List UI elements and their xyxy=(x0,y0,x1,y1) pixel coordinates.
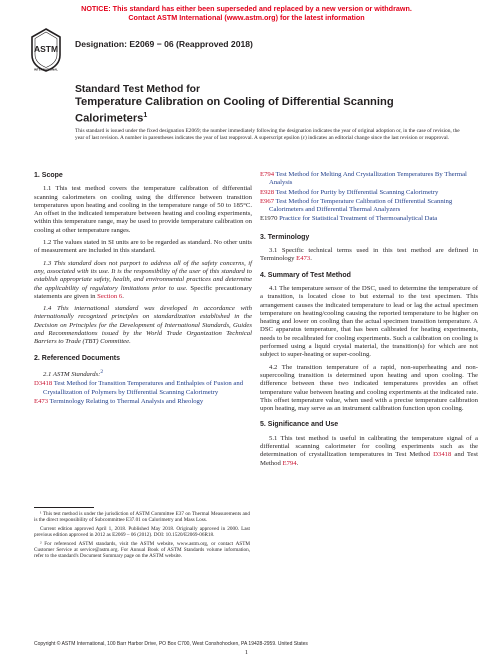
notice-line-2: Contact ASTM International (www.astm.org) for the latest information xyxy=(128,13,365,22)
astm-logo-icon xyxy=(30,28,62,72)
reference-title: Test Method for Transition Temperatures and Enthalpies of Fusion and Crystallization of Polymers by Differential Scanning Calorimetry xyxy=(43,380,244,396)
terminology-text: 3.1 Specific technical terms used in this test method are defined in Terminology xyxy=(260,247,478,263)
footnote-1-edition: Current edition approved April 1, 2018. Published May 2018. Originally approved in 2000. Last previous edition approved in 2012 as E2069 – 06 (2012). DOI: 10.1520/E2069-06R18. xyxy=(34,525,250,539)
e473-link[interactable]: E473 xyxy=(296,255,311,263)
terminology-heading: 3. Terminology xyxy=(260,233,310,241)
left-column xyxy=(34,172,252,407)
scope-para-3-italic: 1.3 This standard does not purport to address all of the safety concerns, if any, associated with its use. It is the responsibility of the user of this standard to establish appropriate safety, health, and environmental practices and determine the applicability of regulatory limitations prior to use. xyxy=(34,259,252,292)
page-number: 1 xyxy=(244,649,249,656)
scope-para-4: 1.4 This international standard was developed in accordance with internationally recognized principles on standardization established in the Decision on Principles for the Development of International Standards, Guides and Recommendations issued by the World Trade Organization Technical Barriers to Trade (TBT) Committee. xyxy=(34,305,252,346)
notice-line-1: NOTICE: This standard has either been superseded and replaced by a new version or withdrawn. xyxy=(81,4,412,13)
significance-heading: 5. Significance and Use xyxy=(260,421,339,429)
reference-code: E967 xyxy=(260,197,275,205)
reference-code: E1970 xyxy=(260,215,278,223)
reference-code: E794 xyxy=(260,171,275,178)
scope-para-3 xyxy=(34,260,252,301)
scope-para-1: 1.1 This test method covers the temperature calibration of differential scanning calorimeters on cooling using the difference between transition temperatures upon heating and cooling in the temperature range of 50 to 185°C. An offset in the indicated temperature between heating and cooling experiments, within this temperature range, may be used to provide temperature calibration on cooling at other temperature ranges. xyxy=(34,185,252,234)
title-footnote-mark: 1 xyxy=(143,112,148,119)
reference-item[interactable] xyxy=(34,398,252,406)
terminology-end: . xyxy=(310,255,312,263)
logo-text: ASTM xyxy=(33,44,59,54)
reference-code: E928 xyxy=(260,188,275,196)
reference-item[interactable] xyxy=(34,380,252,397)
e794-link[interactable]: E794 xyxy=(282,459,297,467)
document-title xyxy=(75,83,455,126)
reference-item[interactable] xyxy=(260,198,478,215)
section-6-link[interactable]: Section 6 xyxy=(97,292,123,300)
scope-para-2: 1.2 The values stated in SI units are to be regarded as standard. No other units of measurement are included in this standard. xyxy=(34,239,252,255)
reference-item[interactable] xyxy=(260,189,478,197)
astm-standards-label: 2.1 ASTM Standards: xyxy=(43,371,101,379)
scope-para-3-tail: Specific precautionary statements are given in xyxy=(34,284,252,300)
scope-heading: 1. Scope xyxy=(34,172,63,179)
d3418-link[interactable]: D3418 xyxy=(433,451,452,459)
reference-title: Test Method for Temperature Calibration of Differential Scanning Calorimeters and Differential Thermal Analyzers xyxy=(269,197,453,214)
scope-para-3-end: . xyxy=(122,292,124,300)
footnotes xyxy=(34,511,250,562)
terminology-para-1 xyxy=(260,247,478,264)
significance-mid: and Test Method xyxy=(260,451,478,467)
reference-title: Practice for Statistical Treatment of Thermoanalytical Data xyxy=(277,215,438,223)
significance-end: . xyxy=(296,459,299,467)
copyright-line: Copyright © ASTM International, 100 Barr Harbor Drive, PO Box C700, West Conshohocken, PA 19428-2959. United States xyxy=(34,641,308,647)
reference-item[interactable] xyxy=(260,215,478,223)
title-line-2: Temperature Calibration on Cooling of Differential Scanning xyxy=(75,96,394,108)
significance-text: 5.1 This test method is useful in calibrating the temperature signal of a differential scanning calorimeter for cooling experiments such as the determination of crystallization temperatures in Test Method xyxy=(260,434,478,459)
summary-heading: 4. Summary of Test Method xyxy=(260,271,351,279)
reference-title: Test Method for Purity by Differential Scanning Calorimetry xyxy=(274,188,439,196)
significance-para-1 xyxy=(260,435,478,468)
logo-subtext: INTERNATIONAL xyxy=(33,67,59,72)
standard-note: This standard is issued under the fixed designation E2069; the number immediately following the designation indicates the year of original adoption or, in the case of revision, the year of last revision. A number in parentheses indicates the year of last reapproval. A superscript epsilon (ε) indicates an editorial change since the last revision or reapproval. xyxy=(75,128,460,141)
supersession-notice xyxy=(0,4,493,22)
footnote-2: ² For referenced ASTM standards, visit the ASTM website, www.astm.org, or contact ASTM Customer Service at service@astm.org. For Annual Book of ASTM Standards volume information, refer to the standard's Document Summary page on the ASTM website. xyxy=(34,540,250,560)
footnote-divider xyxy=(34,507,94,508)
astm-standards-footnote-mark[interactable]: 2 xyxy=(100,368,104,375)
reference-title: Terminology Relating to Thermal Analysis and Rheology xyxy=(48,398,204,406)
reference-code: D3418 xyxy=(34,380,53,388)
reference-code: E473 xyxy=(34,398,49,406)
designation: Designation: E2069 − 06 (Reapproved 2018) xyxy=(75,39,253,49)
right-column xyxy=(260,171,478,472)
reference-title: Test Method for Melting And Crystallization Temperatures By Thermal Analysis xyxy=(269,171,467,187)
reference-item[interactable] xyxy=(260,171,478,188)
title-line-1: Standard Test Method for xyxy=(75,84,201,95)
summary-para-2: 4.2 The transition temperature of a rapid, non-superheating and non-supercooling transition is determined upon heating and upon cooling. The difference between these two indicated temperatures provides an offset temperature value between heating and cooling experiments at the indicated rate. This offset temperature value, when used with a precise temperature calibration upon heating, may serve as an instrument calibration function upon cooling. xyxy=(260,363,478,413)
summary-para-1: 4.1 The temperature sensor of the DSC, used to determine the temperature of a transition, is located close to but external to the test specimen. This arrangement causes the indicated temperature to lead or lag the actual specimen temperature on heating/cooling causing the reported temperature to be higher on heating and lower on cooling than the actual specimen transition temperature. A DSC apparatus temperature, that has been calibrated for heating experiments, needs to be recalibrated for cooling experiments. Such a calibration on cooling is performed using a liquid crystal material, the transition(s) for which are not subject to super-heating or super-cooling. xyxy=(260,284,478,359)
title-line-3: Calorimeters xyxy=(75,112,144,125)
astm-standards-intro xyxy=(34,368,252,380)
footnote-1: ¹ This test method is under the jurisdiction of ASTM Committee E37 on Thermal Measurements and is the direct responsibility of Subcommittee E37.01 on Calorimetry and Mass Loss. xyxy=(34,511,250,524)
referenced-documents-heading: 2. Referenced Documents xyxy=(34,354,120,362)
